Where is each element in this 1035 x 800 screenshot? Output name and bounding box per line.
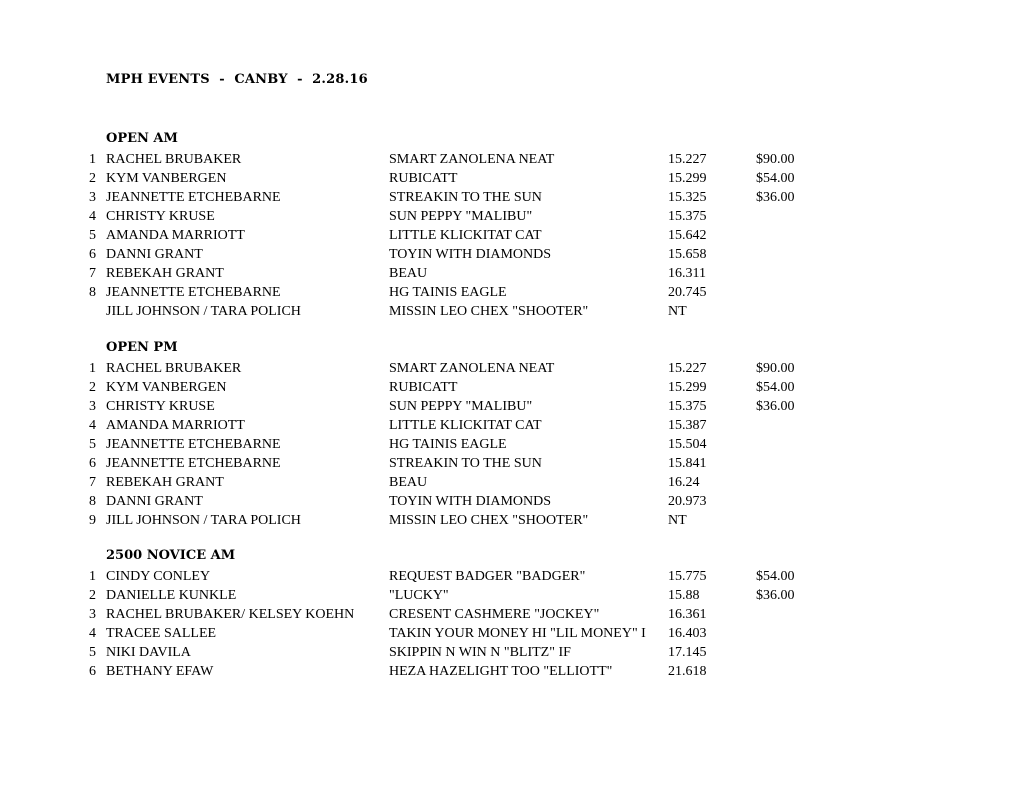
rank-cell: 5 — [89, 437, 96, 452]
rank-cell: 4 — [89, 209, 96, 224]
table-row — [0, 302, 1035, 321]
time-cell: 15.227 — [668, 152, 707, 167]
rider-cell: TRACEE SALLEE — [106, 626, 217, 641]
rank-cell: 4 — [89, 418, 96, 433]
rank-cell: 3 — [89, 607, 96, 622]
rank-cell: 8 — [89, 494, 96, 509]
horse-cell: SKIPPIN N WIN N "BLITZ" IF — [389, 645, 571, 660]
rider-cell: RACHEL BRUBAKER — [106, 152, 242, 167]
time-cell: 15.299 — [668, 380, 707, 395]
payout-cell: $36.00 — [756, 588, 795, 603]
horse-cell: REQUEST BADGER "BADGER" — [389, 569, 586, 584]
horse-cell: LITTLE KLICKITAT CAT — [389, 418, 542, 433]
results-table — [0, 150, 1035, 321]
time-cell: 15.504 — [668, 437, 707, 452]
rider-cell: JILL JOHNSON / TARA POLICH — [106, 304, 301, 319]
table-row — [0, 397, 1035, 416]
rank-cell: 2 — [89, 171, 96, 186]
horse-cell: HG TAINIS EAGLE — [389, 285, 507, 300]
time-cell: NT — [668, 513, 687, 528]
section-heading: OPEN PM — [106, 340, 178, 355]
rider-cell: JEANNETTE ETCHEBARNE — [106, 190, 281, 205]
horse-cell: STREAKIN TO THE SUN — [389, 456, 542, 471]
section-heading: OPEN AM — [106, 131, 178, 146]
rank-cell: 1 — [89, 361, 96, 376]
time-cell: 15.375 — [668, 399, 707, 414]
payout-cell: $90.00 — [756, 361, 795, 376]
time-cell: 21.618 — [668, 664, 707, 679]
rider-cell: REBEKAH GRANT — [106, 475, 224, 490]
horse-cell: TOYIN WITH DIAMONDS — [389, 494, 552, 509]
rider-cell: AMANDA MARRIOTT — [106, 418, 245, 433]
horse-cell: "LUCKY" — [389, 588, 449, 603]
time-cell: 15.658 — [668, 247, 707, 262]
time-cell: NT — [668, 304, 687, 319]
table-row — [0, 359, 1035, 378]
time-cell: 20.745 — [668, 285, 707, 300]
horse-cell: MISSIN LEO CHEX "SHOOTER" — [389, 513, 589, 528]
time-cell: 16.311 — [668, 266, 706, 281]
table-row — [0, 435, 1035, 454]
table-row — [0, 245, 1035, 264]
results-table — [0, 567, 1035, 681]
horse-cell: SUN PEPPY "MALIBU" — [389, 399, 533, 414]
time-cell: 15.375 — [668, 209, 707, 224]
table-row — [0, 207, 1035, 226]
payout-cell: $36.00 — [756, 399, 795, 414]
rank-cell: 6 — [89, 247, 96, 262]
table-row — [0, 567, 1035, 586]
table-row — [0, 511, 1035, 530]
horse-cell: TAKIN YOUR MONEY HI "LIL MONEY" I — [389, 626, 646, 641]
table-row — [0, 492, 1035, 511]
rider-cell: RACHEL BRUBAKER/ KELSEY KOEHN — [106, 607, 355, 622]
rider-cell: KYM VANBERGEN — [106, 171, 227, 186]
horse-cell: STREAKIN TO THE SUN — [389, 190, 542, 205]
horse-cell: MISSIN LEO CHEX "SHOOTER" — [389, 304, 589, 319]
table-row — [0, 605, 1035, 624]
payout-cell: $36.00 — [756, 190, 795, 205]
rider-cell: RACHEL BRUBAKER — [106, 361, 242, 376]
rider-cell: JEANNETTE ETCHEBARNE — [106, 285, 281, 300]
table-row — [0, 473, 1035, 492]
rank-cell: 9 — [89, 513, 96, 528]
rank-cell: 3 — [89, 190, 96, 205]
rider-cell: DANNI GRANT — [106, 494, 203, 509]
rank-cell: 8 — [89, 285, 96, 300]
rider-cell: CINDY CONLEY — [106, 569, 211, 584]
time-cell: 16.24 — [668, 475, 700, 490]
time-cell: 15.227 — [668, 361, 707, 376]
rider-cell: CHRISTY KRUSE — [106, 399, 215, 414]
horse-cell: LITTLE KLICKITAT CAT — [389, 228, 542, 243]
rider-cell: JEANNETTE ETCHEBARNE — [106, 456, 281, 471]
table-row — [0, 264, 1035, 283]
rank-cell: 2 — [89, 380, 96, 395]
results-table — [0, 359, 1035, 530]
time-cell: 20.973 — [668, 494, 707, 509]
table-row — [0, 416, 1035, 435]
payout-cell: $90.00 — [756, 152, 795, 167]
table-row — [0, 378, 1035, 397]
time-cell: 15.88 — [668, 588, 700, 603]
table-row — [0, 169, 1035, 188]
horse-cell: BEAU — [389, 475, 428, 490]
payout-cell: $54.00 — [756, 171, 795, 186]
time-cell: 16.361 — [668, 607, 707, 622]
time-cell: 15.775 — [668, 569, 707, 584]
rank-cell: 1 — [89, 152, 96, 167]
time-cell: 16.403 — [668, 626, 707, 641]
rider-cell: DANNI GRANT — [106, 247, 203, 262]
table-row — [0, 150, 1035, 169]
rank-cell: 2 — [89, 588, 96, 603]
time-cell: 15.642 — [668, 228, 707, 243]
time-cell: 15.325 — [668, 190, 707, 205]
horse-cell: HG TAINIS EAGLE — [389, 437, 507, 452]
table-row — [0, 624, 1035, 643]
horse-cell: SMART ZANOLENA NEAT — [389, 152, 555, 167]
horse-cell: RUBICATT — [389, 380, 458, 395]
time-cell: 15.841 — [668, 456, 707, 471]
rider-cell: JILL JOHNSON / TARA POLICH — [106, 513, 301, 528]
time-cell: 17.145 — [668, 645, 707, 660]
payout-cell: $54.00 — [756, 569, 795, 584]
rider-cell: KYM VANBERGEN — [106, 380, 227, 395]
rank-cell: 4 — [89, 626, 96, 641]
horse-cell: RUBICATT — [389, 171, 458, 186]
horse-cell: CRESENT CASHMERE "JOCKEY" — [389, 607, 600, 622]
table-row — [0, 188, 1035, 207]
horse-cell: HEZA HAZELIGHT TOO "ELLIOTT" — [389, 664, 613, 679]
rider-cell: REBEKAH GRANT — [106, 266, 224, 281]
rank-cell: 6 — [89, 456, 96, 471]
rider-cell: AMANDA MARRIOTT — [106, 228, 245, 243]
rider-cell: CHRISTY KRUSE — [106, 209, 215, 224]
rider-cell: BETHANY EFAW — [106, 664, 214, 679]
horse-cell: SMART ZANOLENA NEAT — [389, 361, 555, 376]
table-row — [0, 454, 1035, 473]
rider-cell: JEANNETTE ETCHEBARNE — [106, 437, 281, 452]
table-row — [0, 226, 1035, 245]
rider-cell: DANIELLE KUNKLE — [106, 588, 237, 603]
rank-cell: 5 — [89, 228, 96, 243]
section-heading: 2500 NOVICE AM — [106, 548, 236, 563]
rank-cell: 3 — [89, 399, 96, 414]
document-title: MPH EVENTS - CANBY - 2.28.16 — [106, 72, 368, 87]
table-row — [0, 643, 1035, 662]
table-row — [0, 586, 1035, 605]
horse-cell: TOYIN WITH DIAMONDS — [389, 247, 552, 262]
horse-cell: BEAU — [389, 266, 428, 281]
table-row — [0, 662, 1035, 681]
rank-cell: 1 — [89, 569, 96, 584]
rider-cell: NIKI DAVILA — [106, 645, 191, 660]
time-cell: 15.299 — [668, 171, 707, 186]
table-row — [0, 283, 1035, 302]
payout-cell: $54.00 — [756, 380, 795, 395]
time-cell: 15.387 — [668, 418, 707, 433]
horse-cell: SUN PEPPY "MALIBU" — [389, 209, 533, 224]
rank-cell: 5 — [89, 645, 96, 660]
rank-cell: 7 — [89, 266, 96, 281]
rank-cell: 7 — [89, 475, 96, 490]
rank-cell: 6 — [89, 664, 96, 679]
